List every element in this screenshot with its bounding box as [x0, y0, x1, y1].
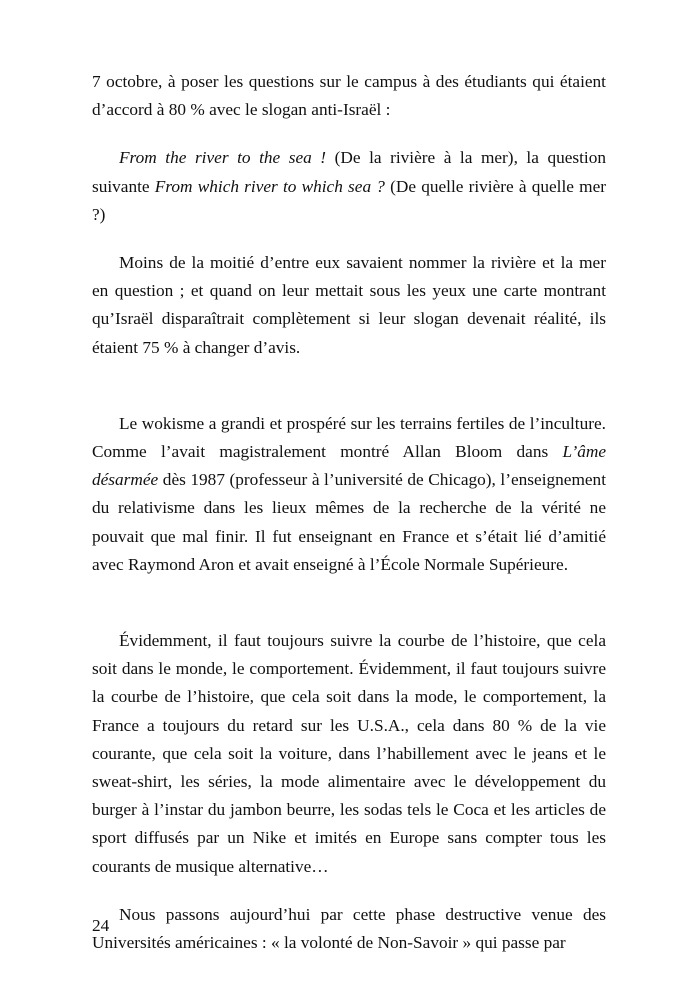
paragraph-4-text-1: Le wokisme a grandi et prospéré sur les terrains fertiles de l’inculture. Comme l’avait magistralement montré Allan Bloom dans: [92, 413, 606, 462]
paragraph-4-text-2: dès 1987 (professeur à l’université de Chicago), l’enseignement du relativisme dans les lieux mêmes de la recherche de la vérité ne pouvait que mal finir. Il fut enseignant en France et s’était lié d’amitié avec Raymond Aron et avait enseigné à l’École Normale Supérieure.: [92, 470, 606, 574]
paragraph-5: Évidemment, il faut toujours suivre la courbe de l’histoire, que cela soit dans le monde, le comportement. Évidemment, il faut toujours suivre la courbe de l’histoire, que cela soit dans la mode, le comportement, la France a toujours du retard sur les U.S.A., cela dans 80 % de la vie courante, que cela soit la voiture, dans l’habillement avec le jeans et le sweat-shirt, les séries, la mode alimentaire avec le développement du burger à l’instar du jambon beurre, les sodas tels le Coca et les articles de sport diffusés par un Nike et imités en Europe sans compter tous les courants de musique alternative…: [92, 631, 606, 876]
paragraph-2: [92, 144, 606, 229]
paragraph-1: 7 octobre, à poser les questions sur le campus à des étudiants qui étaient d’accord à 80 % avec le slogan anti-Israël :: [92, 72, 606, 120]
paragraph-3: Moins de la moitié d’entre eux savaient nommer la rivière et la mer en question ; et quand on leur mettait sous les yeux une carte montrant qu’Israël disparaîtrait complètement si leur slogan devenait réalité, ils étaient 75 % à changer d’avis.: [92, 253, 606, 357]
paragraph-4: [92, 410, 606, 579]
page-body: [92, 68, 606, 957]
page-number: 24: [92, 916, 110, 935]
quote-slogan: From the river to the sea !: [119, 148, 327, 168]
quote-question: From which river to which sea ?: [154, 176, 385, 196]
paragraph-2-text-1: (De la rivière à la mer), la question suivante: [92, 148, 607, 196]
paragraph-6: Nous passons aujourd’hui par cette phase destructive venue des Universités américaines : « la volonté de Non-Savoir » qui passe par: [92, 904, 606, 953]
paragraph-2-text-2: (De quelle rivière à quelle mer ?): [92, 176, 607, 224]
book-title: L’âme désarmée: [92, 442, 606, 490]
